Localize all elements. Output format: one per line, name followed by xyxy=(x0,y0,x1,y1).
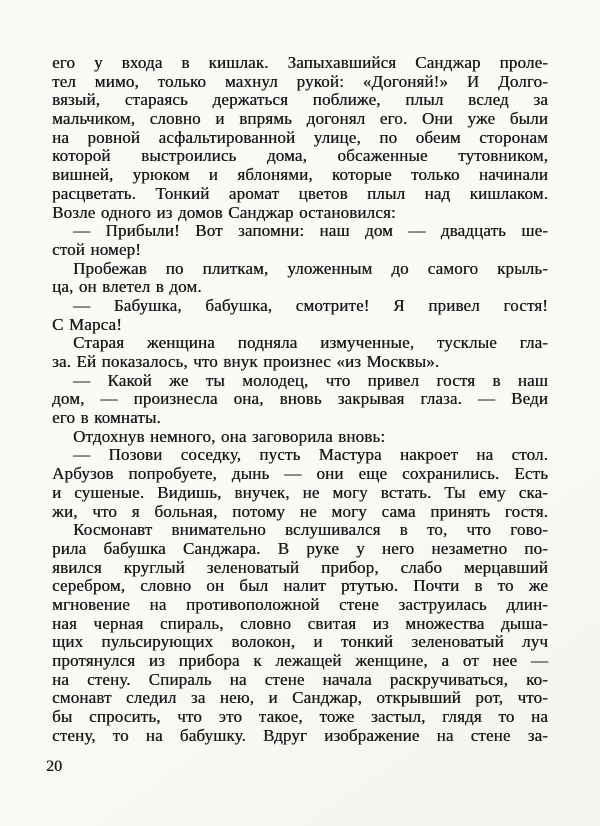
text-line: Отдохнув немного, она заговорила вновь: xyxy=(73,426,386,446)
text-line: ная черная спираль, словно свитая из множества дыша- xyxy=(52,613,548,633)
text-line: его у входа в кишлак. Запыхавшийся Санджар проле- xyxy=(52,53,548,72)
text-line: стену, то на бабушку. Вдруг изображение на стене за- xyxy=(52,725,548,745)
text-line: — Прибыли! Вот запомни: наш дом — двадцать ше- xyxy=(73,221,548,241)
text-line: — Позови соседку, пусть Мастура накроет на стол. xyxy=(73,445,548,465)
text-line: рила бабушка Санджара. В руке у него незаметно по- xyxy=(52,538,548,558)
text-line: Пробежав по плиткам, уложенным до самого крыль- xyxy=(73,258,548,278)
text-line: бы спросить, что это такое, тоже застыл, глядя то на xyxy=(52,707,548,727)
text-line: мгновение на противоположной стене заструилась длин- xyxy=(52,594,548,614)
text-line: мальчиком, словно и впрямь догонял его. Они уже были xyxy=(52,109,548,129)
text-line: расцветать. Тонкий аромат цветов плыл над кишлаком. xyxy=(52,183,548,203)
text-line: тел мимо, только махнул рукой: «Догоняй!» И Долго- xyxy=(52,71,548,91)
text-line: стой номер! xyxy=(52,239,141,259)
text-line: — Какой же ты молодец, что привел гостя в наш xyxy=(73,370,548,390)
text-line: С Марса! xyxy=(52,314,122,334)
text-line: Космонавт внимательно вслушивался в то, что гово- xyxy=(73,520,548,540)
text-line: ца, он влетел в дом. xyxy=(52,277,202,297)
text-line: Старая женщина подняла измученные, тусклые гла- xyxy=(73,333,548,353)
text-line: вишней, урюком и яблонями, которые только начинали xyxy=(52,165,548,185)
text-line: смонавт следил за нею, и Санджар, открывший рот, что- xyxy=(52,688,548,708)
text-line: явился круглый зеленоватый прибор, слабо мерцавший xyxy=(52,557,548,577)
text-line: за. Ей показалось, что внук произнес «из Москвы». xyxy=(52,352,440,371)
text-line: вязый, стараясь держаться поближе, плыл вслед за xyxy=(52,90,548,110)
text-line: Арбузов попробуете, дынь — они еще сохранились. Есть xyxy=(52,464,548,484)
text-line: которой выстроились дома, обсаженные тутовником, xyxy=(52,146,548,166)
text-line: протянулся из прибора к лежащей женщине, а от нее — xyxy=(52,651,548,670)
text-line: на ровной асфальтированной улице, по обеим сторонам xyxy=(52,127,548,147)
text-line: щих пульсирующих волокон, и тонкий зеленоватый луч xyxy=(52,632,548,652)
text-line: серебром, словно он был налит ртутью. Почти в то же xyxy=(52,576,548,596)
text-line: на стену. Спираль на стене начала раскручиваться, ко- xyxy=(52,669,548,689)
text-line: — Бабушка, бабушка, смотрите! Я привел гостя! xyxy=(73,295,548,315)
text-line: дом, — произнесла она, вновь закрывая глаза. — Веди xyxy=(52,389,548,409)
body-text xyxy=(52,54,548,745)
text-line: и сушеные. Видишь, внучек, не могу встать. Ты ему ска- xyxy=(52,482,548,502)
text-line: Возле одного из домов Санджар остановился: xyxy=(52,202,396,222)
text-line: его в комнаты. xyxy=(52,408,161,428)
page-number: 20 xyxy=(46,758,62,775)
text-line: жи, что я больная, потому не могу сама принять гостя. xyxy=(52,501,548,521)
